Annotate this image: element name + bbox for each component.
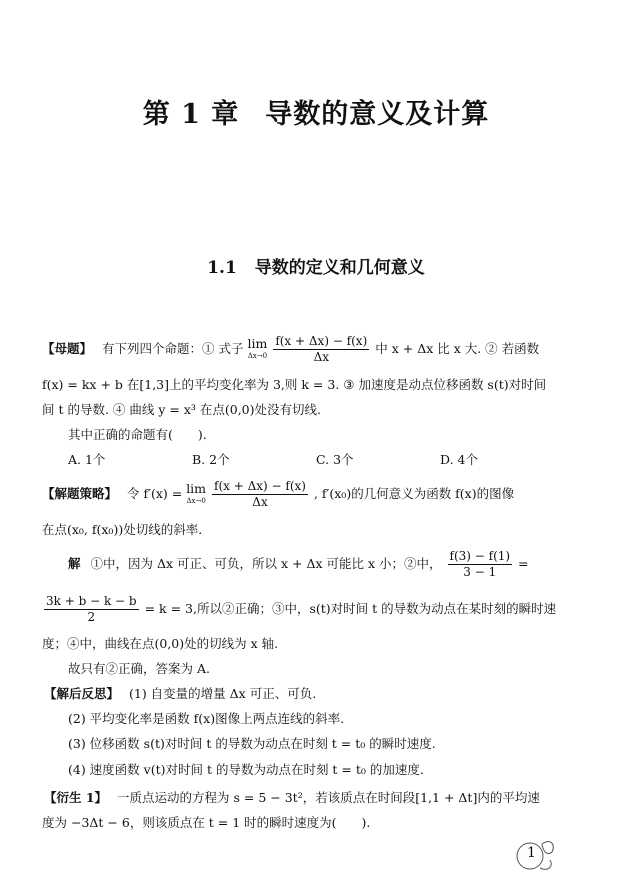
reflection-item-4: (4) 速度函数 v(t)对时间 t 的导数为动点在时刻 t = t₀ 的加速度. [68, 762, 424, 777]
choice-b: B. 2个 [192, 452, 230, 467]
solution-line-4: 故只有②正确，答案为 A. [68, 661, 210, 676]
fraction-denominator-2: Δx [252, 495, 268, 509]
slope-numerator: f(3) − f(1) [449, 549, 511, 563]
mother-line-2: f(x) = kx + b 在[1,3]上的平均变化率为 3,则 k = 3. ③ 加速度是动点位移函数 s(t)对时间 [42, 377, 547, 392]
solution-text-a: ①中，因为 Δx 可正、可负，所以 x + Δx 可能比 x 小；②中， [90, 556, 442, 571]
slope-fraction [448, 549, 513, 580]
solution-text-b: = k = 3,所以②正确；③中，s(t)对时间 t 的导数为动点在某时刻的瞬时速 [144, 601, 557, 616]
choice-a: A. 1个 [68, 452, 106, 467]
chapter-label: 第 1 章 [142, 99, 240, 130]
strategy-line-1 [42, 479, 592, 510]
lim-text-2: lim [186, 480, 207, 496]
reflection-tag: 【解后反思】 [44, 686, 120, 701]
slope-denominator-2: 2 [87, 610, 96, 624]
difference-quotient-2 [212, 479, 308, 510]
limit-expression-2 [186, 480, 207, 507]
reflection-item-1: (1) 自变量的增量 Δx 可正、可负. [129, 686, 317, 701]
fraction-numerator: f(x + Δx) − f(x) [275, 334, 368, 348]
mother-tag: 【母题】 [42, 341, 93, 356]
page-number: 1 [527, 845, 536, 861]
derived-tag: 【衍生 1】 [44, 790, 108, 805]
solution-equals: = [518, 556, 529, 571]
chapter-heading [0, 92, 632, 131]
section-heading [0, 253, 632, 278]
solution-line-2 [42, 594, 592, 625]
derived-text-1: 一质点运动的方程为 s = 5 − 3t²，若该质点在时间段[1,1 + Δt]内的平均速 [117, 790, 540, 805]
mother-line-3: 间 t 的导数. ④ 曲线 y = x³ 在点(0,0)处没有切线. [42, 402, 321, 417]
section-number: 1.1 [207, 258, 237, 278]
reflection-line-1 [44, 685, 592, 703]
difference-quotient [273, 334, 369, 365]
fraction-numerator-2: f(x + Δx) − f(x) [214, 479, 306, 493]
solution-tag: 解 [68, 556, 81, 571]
reflection-item-3: (3) 位移函数 s(t)对时间 t 的导数为动点在时刻 t = t₀ 的瞬时速度. [68, 736, 436, 751]
lim-text: lim [247, 335, 268, 351]
choice-c: C. 3个 [316, 452, 354, 467]
choices [68, 451, 592, 469]
strategy-text-b: , f′(x₀)的几何意义为函数 f(x)的图像 [313, 486, 515, 501]
mother-text-1a: 有下列四个命题：① 式子 [102, 341, 244, 356]
strategy-tag: 【解题策略】 [42, 486, 118, 501]
lim-sub: Δx→0 [247, 351, 268, 360]
choice-d: D. 4个 [440, 452, 478, 467]
strategy-line-2: 在点(x₀, f(x₀))处切线的斜率. [42, 522, 203, 537]
derived-line-2: 度为 −3Δt − 6，则该质点在 t = 1 时的瞬时速度为( ). [42, 815, 371, 830]
reflection-item-2: (2) 平均变化率是函数 f(x)图像上两点连线的斜率. [68, 711, 345, 726]
mother-question: 其中正确的命题有( ). [68, 427, 207, 442]
fraction-denominator: Δx [313, 350, 329, 364]
chapter-title: 导数的意义及计算 [265, 99, 490, 130]
lim-sub-2: Δx→0 [186, 496, 206, 505]
strategy-text-a: 令 f′(x) = [127, 486, 183, 501]
solution-line-3: 度；④中，曲线在点(0,0)处的切线为 x 轴. [42, 636, 279, 651]
mother-text-1b: 中 x + Δx 比 x 大. ② 若函数 [375, 341, 540, 356]
derived-line-1 [44, 789, 592, 807]
mother-line-1 [42, 334, 592, 365]
limit-expression [247, 335, 268, 362]
solution-line-1 [68, 549, 592, 580]
slope-numerator-2: 3k + b − k − b [46, 594, 137, 608]
slope-fraction-2 [44, 594, 139, 625]
slope-denominator: 3 − 1 [463, 565, 497, 579]
section-title: 导数的定义和几何意义 [254, 258, 425, 278]
